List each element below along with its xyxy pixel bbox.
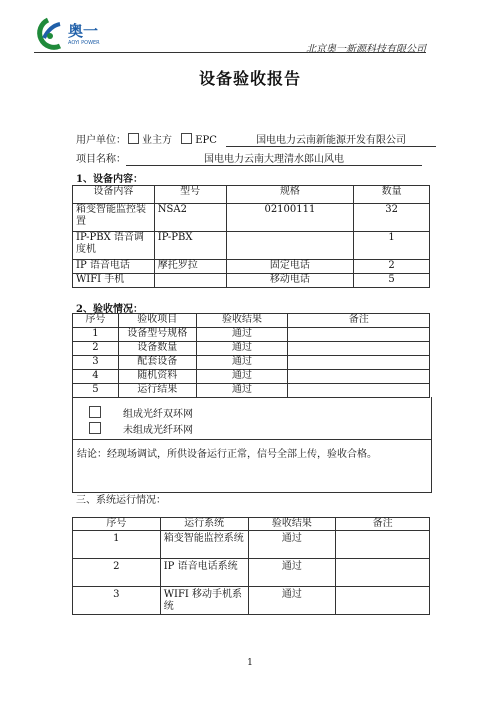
acceptance-cell: 4 bbox=[73, 370, 119, 384]
dual-ring-label: 组成光纤双环网 bbox=[123, 409, 193, 420]
conclusion-box bbox=[72, 439, 432, 493]
equipment-cell: 5 bbox=[354, 274, 430, 288]
table-row bbox=[73, 370, 430, 384]
section-1-title: 1、设备内容： bbox=[76, 174, 143, 185]
acceptance-cell: 通过 bbox=[196, 342, 288, 356]
system-cell: 通过 bbox=[248, 559, 336, 587]
user-unit-line bbox=[76, 131, 436, 147]
system-header-remark: 备注 bbox=[336, 518, 430, 531]
system-cell: 箱变智能监控系统 bbox=[160, 531, 248, 559]
system-cell: IP 语音电话系统 bbox=[160, 559, 248, 587]
network-options-box bbox=[72, 397, 432, 440]
table-row bbox=[73, 274, 430, 288]
section-3-title: 三、系统运行情况： bbox=[76, 495, 166, 506]
equipment-header-spec: 规格 bbox=[226, 186, 354, 204]
equipment-cell: IP-PBX 语音调度机 bbox=[73, 232, 155, 260]
project-name-label: 项目名称： bbox=[76, 154, 126, 165]
acceptance-cell bbox=[288, 342, 430, 356]
equipment-header-model: 型号 bbox=[154, 186, 226, 204]
header-rule bbox=[34, 52, 426, 53]
epc-checkbox[interactable] bbox=[181, 133, 192, 144]
equipment-cell: 2 bbox=[354, 260, 430, 274]
page-title: 设备验收报告 bbox=[198, 69, 301, 88]
table-row bbox=[73, 384, 430, 398]
table-row bbox=[73, 559, 430, 587]
system-header-system: 运行系统 bbox=[160, 518, 248, 531]
page-number: 1 bbox=[247, 658, 253, 668]
acceptance-cell: 3 bbox=[73, 356, 119, 370]
project-name-value: 国电电力云南大理清水郎山风电 bbox=[126, 150, 422, 166]
acceptance-cell: 2 bbox=[73, 342, 119, 356]
acceptance-cell: 通过 bbox=[196, 384, 288, 398]
logo-text: 奥一 bbox=[68, 22, 99, 40]
table-row bbox=[73, 587, 430, 615]
no-ring-checkbox[interactable] bbox=[89, 422, 101, 434]
equipment-header-qty: 数量 bbox=[354, 186, 430, 204]
no-ring-option bbox=[87, 421, 193, 436]
acceptance-header-remark: 备注 bbox=[288, 314, 430, 328]
conclusion-text: 结论：经现场调试，所供设备运行正常，信号全部上传，验收合格。 bbox=[77, 449, 377, 460]
system-header-result: 验收结果 bbox=[248, 518, 336, 531]
acceptance-cell: 1 bbox=[73, 328, 119, 342]
acceptance-table bbox=[72, 313, 430, 398]
system-header-no: 序号 bbox=[73, 518, 161, 531]
dual-ring-checkbox[interactable] bbox=[89, 406, 101, 418]
system-cell: 2 bbox=[73, 559, 161, 587]
system-cell bbox=[336, 587, 430, 615]
acceptance-cell bbox=[288, 370, 430, 384]
system-cell: 3 bbox=[73, 587, 161, 615]
equipment-cell: WIFI 手机 bbox=[73, 274, 155, 288]
equipment-cell: 1 bbox=[354, 232, 430, 260]
equipment-cell: 摩托罗拉 bbox=[154, 260, 226, 274]
table-row bbox=[73, 204, 430, 232]
equipment-cell: IP 语音电话 bbox=[73, 260, 155, 274]
equipment-table bbox=[72, 185, 430, 288]
equipment-cell: 02100111 bbox=[226, 204, 354, 232]
company-name: 北京奥一新源科技有限公司 bbox=[306, 44, 426, 55]
acceptance-cell: 设备型号规格 bbox=[118, 328, 196, 342]
acceptance-cell: 运行结果 bbox=[118, 384, 196, 398]
system-cell: 1 bbox=[73, 531, 161, 559]
table-row bbox=[73, 342, 430, 356]
equipment-cell bbox=[226, 232, 354, 260]
acceptance-header-result: 验收结果 bbox=[196, 314, 288, 328]
acceptance-cell: 通过 bbox=[196, 356, 288, 370]
equipment-header-content: 设备内容 bbox=[73, 186, 155, 204]
owner-checkbox[interactable] bbox=[128, 133, 139, 144]
table-row bbox=[73, 356, 430, 370]
acceptance-cell: 通过 bbox=[196, 370, 288, 384]
equipment-cell: NSA2 bbox=[154, 204, 226, 232]
equipment-cell: 箱变智能监控装置 bbox=[73, 204, 155, 232]
equipment-cell: 固定电话 bbox=[226, 260, 354, 274]
equipment-cell bbox=[154, 274, 226, 288]
logo-subtext: AOYI POWER bbox=[68, 40, 100, 46]
acceptance-cell: 通过 bbox=[196, 328, 288, 342]
equipment-cell: 32 bbox=[354, 204, 430, 232]
equipment-cell: IP-PBX bbox=[154, 232, 226, 260]
acceptance-cell bbox=[288, 356, 430, 370]
acceptance-cell: 随机资料 bbox=[118, 370, 196, 384]
epc-option-label: EPC bbox=[195, 135, 217, 146]
user-unit-value: 国电电力云南新能源开发有限公司 bbox=[226, 131, 436, 147]
owner-option-label: 业主方 bbox=[142, 135, 172, 146]
project-name-line bbox=[76, 150, 422, 166]
acceptance-cell bbox=[288, 328, 430, 342]
table-row bbox=[73, 260, 430, 274]
acceptance-header-no: 序号 bbox=[73, 314, 119, 328]
acceptance-cell: 5 bbox=[73, 384, 119, 398]
acceptance-cell: 配套设备 bbox=[118, 356, 196, 370]
table-row bbox=[73, 232, 430, 260]
system-cell: 通过 bbox=[248, 587, 336, 615]
acceptance-header-item: 验收项目 bbox=[118, 314, 196, 328]
no-ring-label: 未组成光纤环网 bbox=[123, 425, 193, 436]
acceptance-cell bbox=[288, 384, 430, 398]
system-cell: WIFI 移动手机系统 bbox=[160, 587, 248, 615]
table-row bbox=[73, 531, 430, 559]
user-unit-label: 用户单位： bbox=[76, 135, 126, 146]
table-row bbox=[73, 328, 430, 342]
company-logo bbox=[34, 16, 134, 52]
system-cell: 通过 bbox=[248, 531, 336, 559]
system-table bbox=[72, 517, 430, 615]
dual-ring-option bbox=[87, 405, 193, 420]
system-cell bbox=[336, 559, 430, 587]
acceptance-cell: 设备数量 bbox=[118, 342, 196, 356]
section-2-title: 2、验收情况： bbox=[76, 304, 143, 315]
equipment-cell: 移动电话 bbox=[226, 274, 354, 288]
system-cell bbox=[336, 531, 430, 559]
